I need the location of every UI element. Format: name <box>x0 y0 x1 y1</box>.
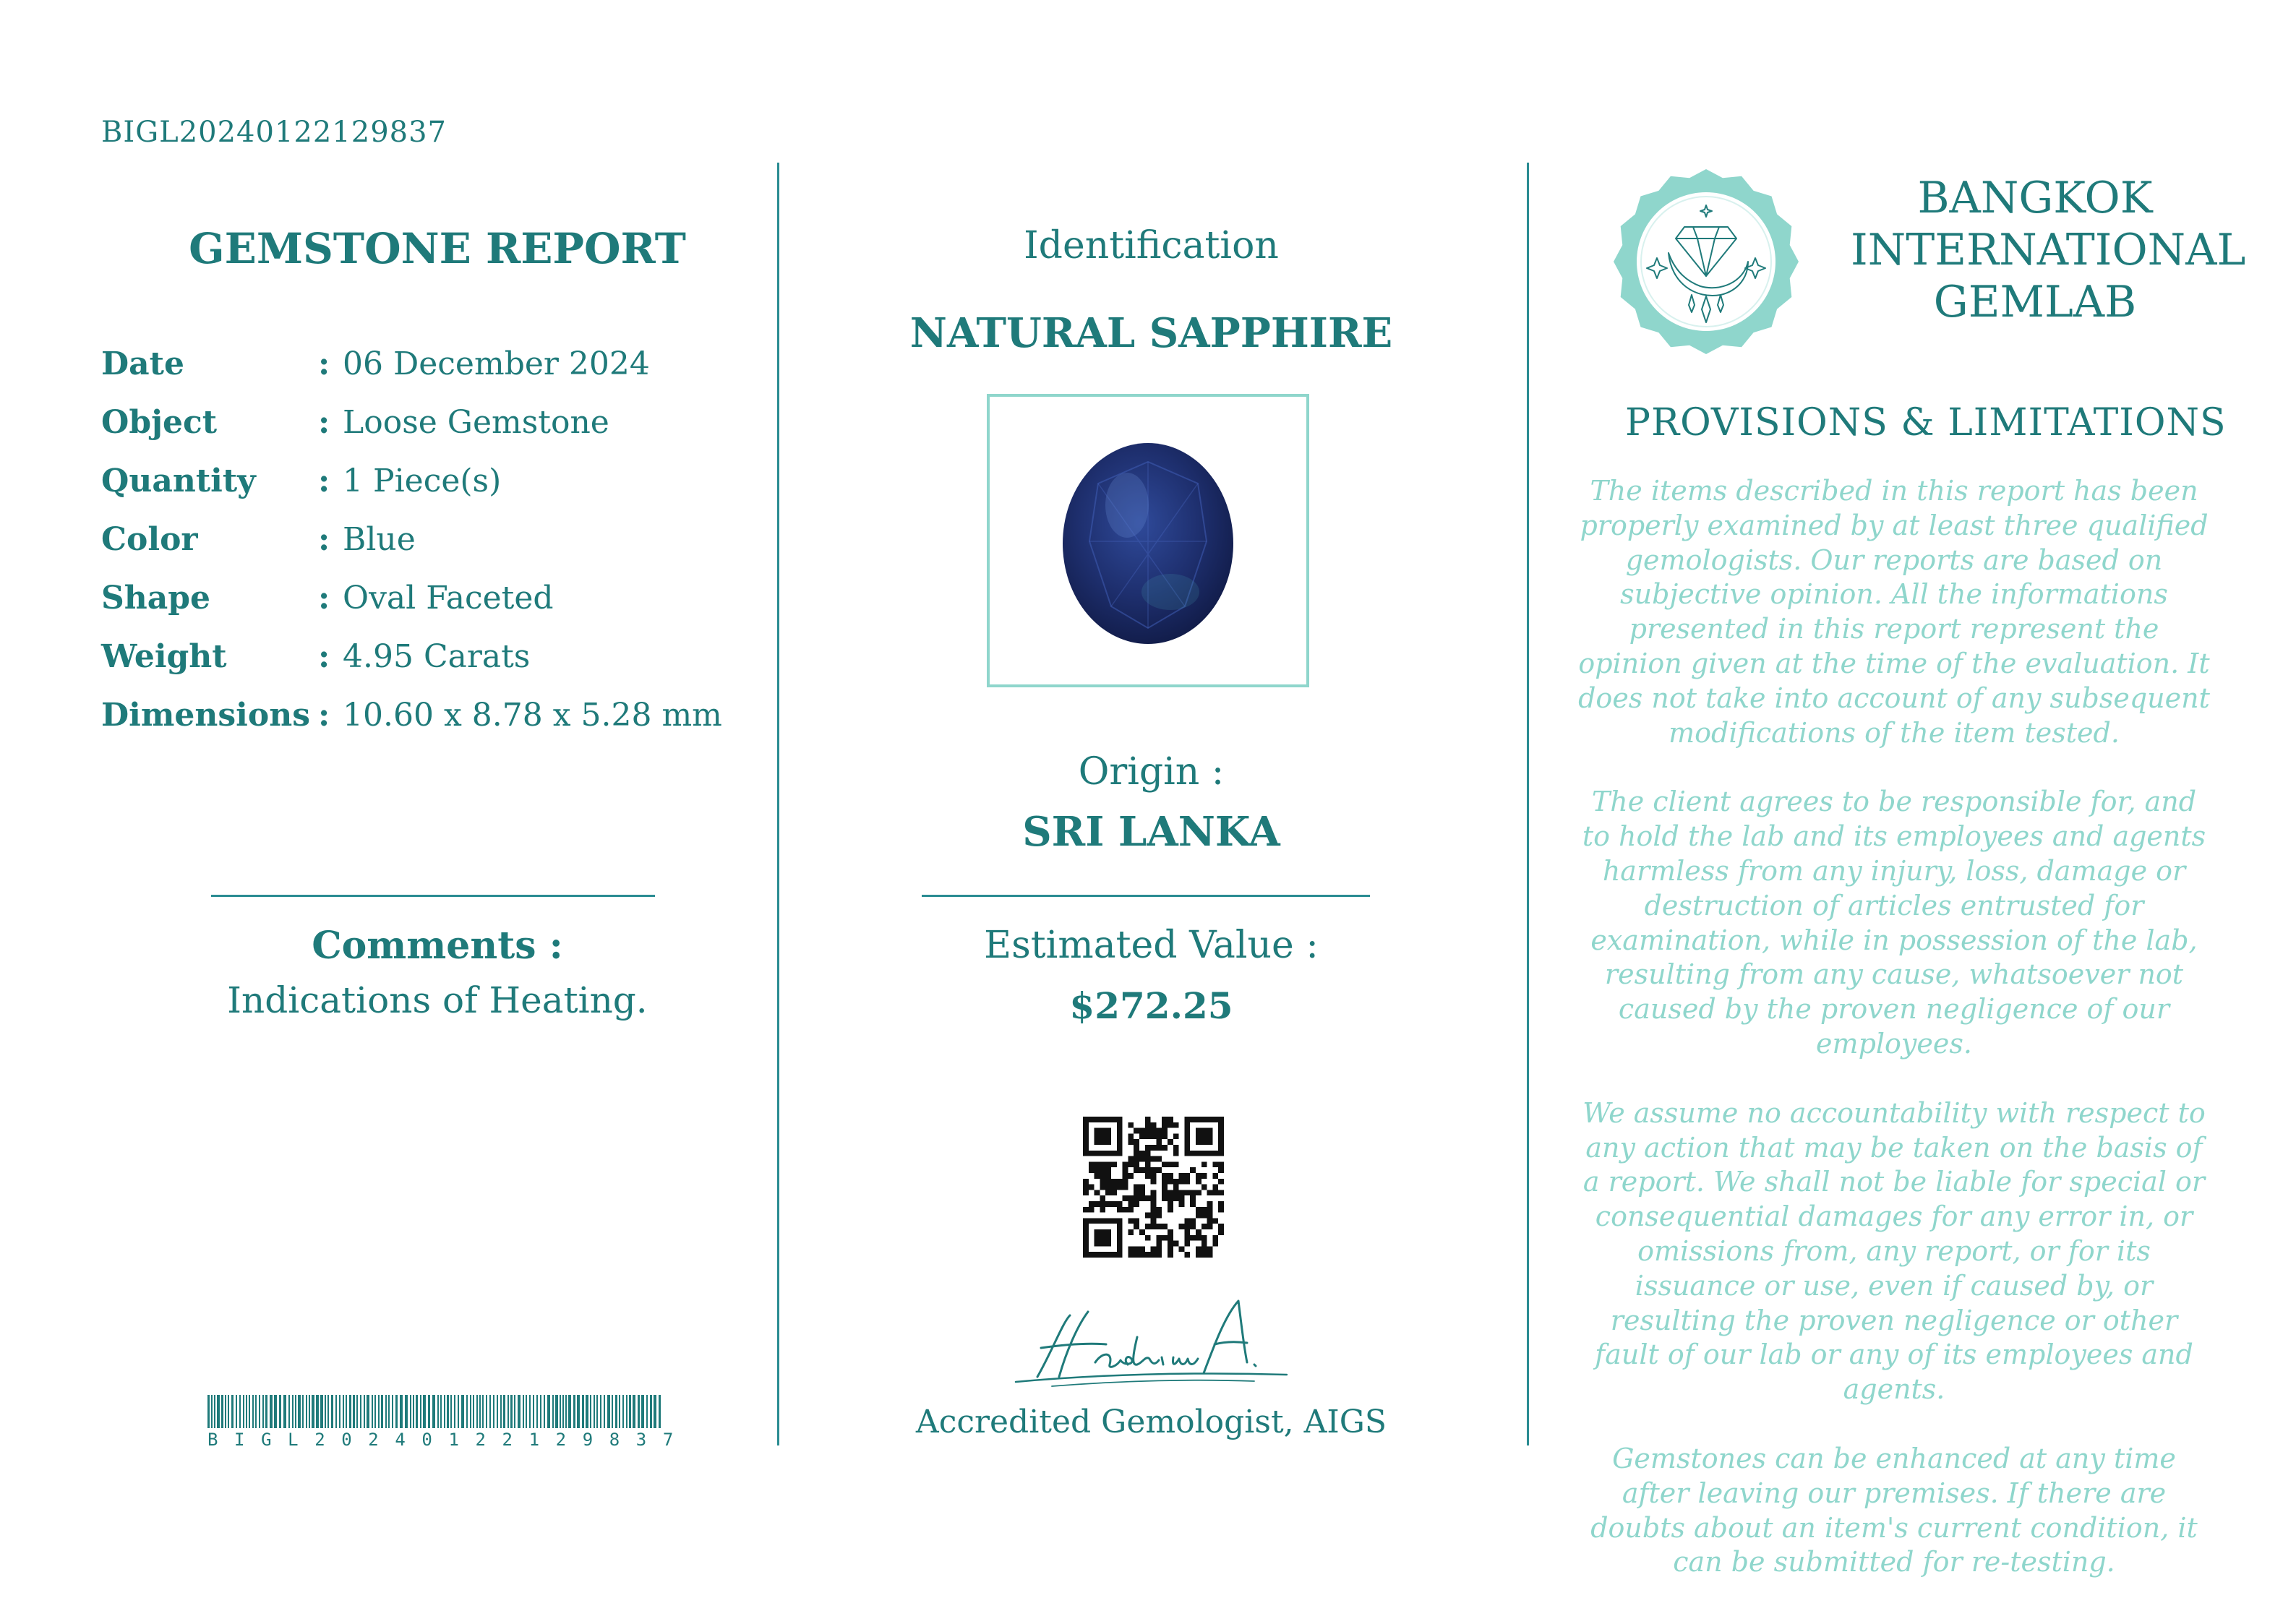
detail-separator: : <box>318 345 330 382</box>
provisions-paragraph: Gemstones can be enhanced at any time after leaving our premises. If there are doubts about an item's current condition, it can be submitted for re-testing. <box>1590 1442 2198 1578</box>
comments-label: Comments : <box>312 924 563 968</box>
sapphire-image <box>990 397 1306 684</box>
detail-value: Blue <box>343 521 416 558</box>
lab-name-line: GEMLAB <box>1933 277 2137 327</box>
provisions-body <box>1576 474 2212 1615</box>
detail-label: Object <box>101 404 218 441</box>
provisions-paragraph: The client agrees to be responsible for, and to hold the lab and its employees and agents harmless from any injury, loss, damage or destruction of articles entrusted for examination, while in possession of the lab, resulting from any cause, whatsoever not caused by the proven negligence of our employees. <box>1582 786 2206 1060</box>
detail-separator: : <box>318 697 330 734</box>
barcode <box>207 1395 663 1428</box>
lab-seal-icon <box>1612 168 1800 356</box>
detail-value: 1 Piece(s) <box>343 463 502 499</box>
detail-value: Loose Gemstone <box>343 404 609 441</box>
origin-value: SRI LANKA <box>1022 808 1280 856</box>
detail-value: 4.95 Carats <box>343 638 531 675</box>
gemologist-title: Accredited Gemologist, AIGS <box>915 1404 1387 1440</box>
gemologist-signature <box>1008 1294 1290 1391</box>
detail-label: Date <box>101 345 184 382</box>
comments-divider <box>211 895 655 897</box>
gemstone-photo <box>987 394 1309 687</box>
detail-value: 06 December 2024 <box>343 345 650 382</box>
detail-label: Shape <box>101 580 211 616</box>
detail-separator: : <box>318 638 330 675</box>
detail-label: Dimensions <box>101 697 311 734</box>
lab-name <box>1851 172 2246 328</box>
comments-text: Indications of Heating. <box>227 979 648 1021</box>
barcode-number: BIGL20240122129837 <box>207 1430 690 1450</box>
qr-code <box>1083 1117 1224 1258</box>
identification-label: Identification <box>1024 224 1279 267</box>
detail-separator: : <box>318 404 330 441</box>
report-number: BIGL20240122129837 <box>101 116 447 149</box>
provisions-paragraph: We assume no accountability with respect to any action that may be taken on the basis of a report. We shall not be liable for special or consequential damages for any error in, or omissions from, any report, or for its issuance or use, even if caused by, or resulting the proven negligence or other fault of our lab or any of its employees and agents. <box>1582 1096 2206 1406</box>
detail-separator: : <box>318 463 330 499</box>
detail-separator: : <box>318 580 330 616</box>
detail-separator: : <box>318 521 330 558</box>
report-title: GEMSTONE REPORT <box>189 224 686 273</box>
lab-name-line: BANGKOK <box>1917 173 2153 223</box>
detail-label: Color <box>101 521 198 558</box>
origin-label: Origin : <box>1078 750 1225 794</box>
provisions-title: PROVISIONS & LIMITATIONS <box>1625 401 2227 444</box>
detail-value: 10.60 x 8.78 x 5.28 mm <box>343 697 722 734</box>
column-divider-right <box>1527 163 1529 1445</box>
lab-name-line: INTERNATIONAL <box>1851 225 2246 275</box>
identification-value: NATURAL SAPPHIRE <box>909 309 1393 357</box>
estimated-value-label: Estimated Value : <box>984 924 1319 967</box>
detail-value: Oval Faceted <box>343 580 554 616</box>
detail-label: Weight <box>101 638 227 675</box>
value-divider <box>922 895 1370 897</box>
provisions-paragraph: The items described in this report has been properly examined by at least three qualified gemologists. Our reports are based on subjective opinion. All the informations presented in this report represent the opinion given at the time of the evaluation. It does not take into account of any subsequent modifications of the item tested. <box>1578 475 2210 749</box>
estimated-value: $272.25 <box>1069 984 1233 1027</box>
detail-label: Quantity <box>101 463 256 499</box>
